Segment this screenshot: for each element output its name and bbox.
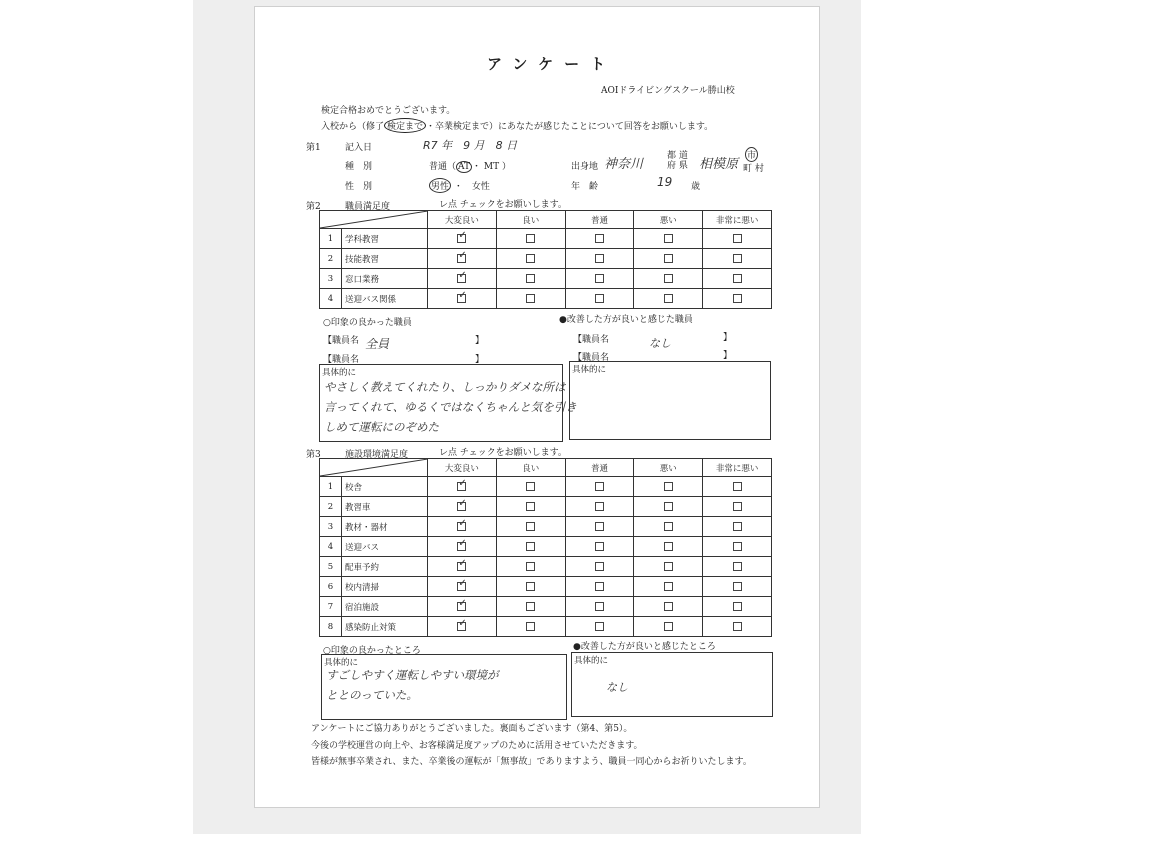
rating-checkbox[interactable] — [595, 502, 604, 511]
rating-checkbox[interactable] — [457, 477, 467, 491]
table-row — [320, 577, 772, 597]
row-label: 宿泊施設 — [342, 597, 428, 617]
rating-cell — [496, 577, 565, 597]
rating-checkbox[interactable] — [733, 234, 742, 243]
origin-city: 相模原 — [699, 157, 739, 172]
row-number: 4 — [320, 289, 342, 309]
good-staff-comment: やさしく教えてくれたり、しっかりダメな所は 言ってくれて、ゆるくではなくちゃんと気を引き しめて運転にのぞめた — [324, 380, 577, 434]
footer-line-2: 今後の学校運営の向上や、お客様満足度アップのために活用させていただきます。 — [311, 741, 643, 751]
row-number: 6 — [320, 577, 342, 597]
table-row — [320, 289, 772, 309]
rating-cell — [496, 289, 565, 309]
rating-cell — [634, 577, 703, 597]
good-facility-comment: すごしやすく運転しやすい環境が ととのっていた。 — [326, 668, 499, 702]
rating-checkbox[interactable] — [526, 582, 535, 591]
rating-checkbox[interactable] — [457, 269, 467, 283]
city-suffix: 町 村 — [743, 164, 764, 174]
check-mark-icon: ✓ — [458, 249, 467, 261]
row-label: 教材・器材 — [342, 517, 428, 537]
specific-label: 具体的に — [324, 658, 359, 668]
circled-at: AT — [458, 162, 471, 172]
improve-facility-comment-box — [571, 652, 773, 717]
rating-cell — [634, 597, 703, 617]
prefecture-suffix: 都 道 府 県 — [667, 151, 688, 171]
rating-checkbox[interactable] — [664, 294, 673, 303]
section2-label: 第2 — [306, 202, 321, 212]
rating-cell — [496, 597, 565, 617]
rating-cell — [496, 537, 565, 557]
rating-cell — [703, 289, 772, 309]
rating-cell — [703, 497, 772, 517]
rating-checkbox[interactable] — [457, 577, 467, 591]
rating-cell — [634, 269, 703, 289]
rating-checkbox[interactable] — [595, 602, 604, 611]
gender-value: 男性 ・ 女性 — [429, 178, 490, 193]
column-header: 悪い — [634, 211, 703, 229]
footer-line-3: 皆様が無事卒業され、また、卒業後の運転が「無事故」でありますよう、職員一同心からお祈りいたします。 — [311, 757, 752, 767]
rating-checkbox[interactable] — [664, 234, 673, 243]
good-facility-comment-box — [321, 654, 567, 720]
rating-cell — [428, 597, 497, 617]
rating-cell — [634, 229, 703, 249]
section1-label: 第1 — [306, 143, 321, 153]
check-mark-icon: ✓ — [458, 577, 467, 589]
rating-cell — [703, 249, 772, 269]
table-row — [320, 517, 772, 537]
rating-cell — [565, 537, 634, 557]
rating-checkbox[interactable] — [664, 254, 673, 263]
improve-facility-comment: なし — [606, 681, 628, 694]
rating-cell — [634, 557, 703, 577]
origin-label: 出身地 — [571, 162, 599, 172]
rating-cell — [565, 289, 634, 309]
rating-checkbox[interactable] — [526, 234, 535, 243]
specific-label: 具体的に — [574, 656, 609, 666]
good-staff-comment-box — [319, 364, 577, 442]
row-label: 送迎バス — [342, 537, 428, 557]
rating-checkbox[interactable] — [595, 294, 604, 303]
row-number: 1 — [320, 477, 342, 497]
rating-checkbox[interactable] — [733, 582, 742, 591]
table-row — [320, 537, 772, 557]
rating-checkbox[interactable] — [595, 542, 604, 551]
row-label: 窓口業務 — [342, 269, 428, 289]
column-header: 良い — [496, 211, 565, 229]
city-suffix-circled: 市 — [745, 147, 758, 162]
rating-cell — [428, 577, 497, 597]
rating-checkbox[interactable] — [457, 557, 467, 571]
intro-line-2: 入校から（修了 検定まで ・卒業検定まで）にあなたが感じたことについて回答をお願いします。 — [321, 118, 713, 133]
rating-cell — [428, 477, 497, 497]
table-row — [320, 497, 772, 517]
rating-cell — [496, 249, 565, 269]
rating-checkbox[interactable] — [733, 294, 742, 303]
rating-checkbox[interactable] — [595, 274, 604, 283]
rating-checkbox[interactable] — [457, 517, 467, 531]
row-label: 感染防止対策 — [342, 617, 428, 637]
rating-cell — [496, 477, 565, 497]
row-number: 3 — [320, 517, 342, 537]
intro-line-1: 検定合格おめでとうございます。 — [321, 106, 456, 116]
section3-name: 施設環境満足度 — [345, 450, 409, 460]
rating-cell — [634, 289, 703, 309]
rating-cell — [703, 577, 772, 597]
row-number: 4 — [320, 537, 342, 557]
rating-cell — [703, 477, 772, 497]
date-label: 記入日 — [345, 143, 373, 153]
row-label: 送迎バス関係 — [342, 289, 428, 309]
rating-cell — [565, 517, 634, 537]
row-number: 7 — [320, 597, 342, 617]
table-row — [320, 617, 772, 637]
rating-checkbox[interactable] — [733, 562, 742, 571]
rating-cell — [703, 269, 772, 289]
check-mark-icon: ✓ — [458, 477, 467, 489]
rating-checkbox[interactable] — [526, 502, 535, 511]
gender-label: 性 別 — [345, 182, 373, 192]
circled-male: 男性 — [429, 178, 451, 193]
age-unit: 歳 — [691, 182, 701, 192]
rating-checkbox[interactable] — [526, 254, 535, 263]
rating-checkbox[interactable] — [664, 522, 673, 531]
rating-checkbox[interactable] — [595, 522, 604, 531]
rating-cell — [496, 517, 565, 537]
rating-checkbox[interactable] — [733, 602, 742, 611]
section2-name: 職員満足度 — [345, 202, 391, 212]
rating-cell — [565, 229, 634, 249]
rating-checkbox[interactable] — [457, 537, 467, 551]
row-number: 2 — [320, 249, 342, 269]
row-label: 校舎 — [342, 477, 428, 497]
table-row — [320, 597, 772, 617]
good-staff-2-close: 】 — [475, 355, 485, 365]
check-mark-icon: ✓ — [458, 517, 467, 529]
table-row — [320, 249, 772, 269]
rating-checkbox[interactable] — [457, 249, 467, 263]
rating-checkbox[interactable] — [664, 482, 673, 491]
row-number: 5 — [320, 557, 342, 577]
rating-checkbox[interactable] — [733, 502, 742, 511]
rating-cell — [565, 497, 634, 517]
rating-cell — [703, 597, 772, 617]
row-number: 1 — [320, 229, 342, 249]
row-label: 学科教習 — [342, 229, 428, 249]
row-number: 8 — [320, 617, 342, 637]
column-header: 大変良い — [428, 211, 497, 229]
rating-checkbox[interactable] — [595, 234, 604, 243]
check-mark-icon: ✓ — [458, 229, 467, 241]
table-row — [320, 229, 772, 249]
row-label: 配車予約 — [342, 557, 428, 577]
good-staff-1-value: 全員 — [365, 337, 390, 351]
staff-satisfaction-table — [319, 210, 772, 309]
rating-checkbox[interactable] — [733, 542, 742, 551]
rating-cell — [496, 269, 565, 289]
check-mark-icon: ✓ — [458, 537, 467, 549]
rating-cell — [634, 517, 703, 537]
rating-cell — [565, 477, 634, 497]
survey-title: アンケート — [487, 55, 617, 73]
column-header: 普通 — [565, 459, 634, 477]
rating-cell — [634, 249, 703, 269]
rating-cell — [428, 249, 497, 269]
good-staff-2: 【職員名 — [323, 355, 360, 365]
rating-checkbox[interactable] — [526, 482, 535, 491]
rating-checkbox[interactable] — [457, 229, 467, 243]
improve-staff-1-value: なし — [649, 337, 671, 350]
rating-checkbox[interactable] — [595, 622, 604, 631]
rating-checkbox[interactable] — [733, 522, 742, 531]
rating-checkbox[interactable] — [526, 622, 535, 631]
rating-cell — [496, 229, 565, 249]
rating-checkbox[interactable] — [526, 274, 535, 283]
table-row — [320, 557, 772, 577]
rating-checkbox[interactable] — [457, 597, 467, 611]
specific-label: 具体的に — [572, 365, 607, 375]
header-corner — [320, 211, 428, 229]
rating-cell — [703, 517, 772, 537]
row-number: 3 — [320, 269, 342, 289]
rating-cell — [634, 617, 703, 637]
column-header: 悪い — [634, 459, 703, 477]
rating-cell — [703, 229, 772, 249]
check-mark-icon: ✓ — [458, 557, 467, 569]
rating-cell — [634, 537, 703, 557]
good-staff-heading: ○印象の良かった職員 — [323, 318, 412, 328]
good-staff-1-close: 】 — [475, 336, 485, 346]
rating-checkbox[interactable] — [526, 294, 535, 303]
rating-cell — [634, 497, 703, 517]
rating-checkbox[interactable] — [664, 502, 673, 511]
rating-checkbox[interactable] — [595, 482, 604, 491]
row-label: 技能教習 — [342, 249, 428, 269]
column-header: 非常に悪い — [703, 459, 772, 477]
rating-checkbox[interactable] — [664, 602, 673, 611]
rating-checkbox[interactable] — [526, 522, 535, 531]
rating-cell — [565, 557, 634, 577]
table-row — [320, 269, 772, 289]
rating-cell — [428, 497, 497, 517]
improve-staff-2: 【職員名 — [573, 353, 610, 363]
good-staff-1: 【職員名 — [323, 336, 360, 346]
specific-label: 具体的に — [322, 368, 357, 378]
rating-checkbox[interactable] — [664, 274, 673, 283]
column-header: 良い — [496, 459, 565, 477]
table-header-row — [320, 211, 772, 229]
rating-checkbox[interactable] — [664, 542, 673, 551]
rating-cell — [428, 229, 497, 249]
rating-checkbox[interactable] — [733, 254, 742, 263]
rating-cell — [565, 577, 634, 597]
row-label: 校内清掃 — [342, 577, 428, 597]
row-number: 2 — [320, 497, 342, 517]
rating-checkbox[interactable] — [526, 602, 535, 611]
rating-checkbox[interactable] — [595, 562, 604, 571]
rating-cell — [496, 617, 565, 637]
rating-checkbox[interactable] — [733, 482, 742, 491]
rating-cell — [428, 617, 497, 637]
rating-checkbox[interactable] — [664, 622, 673, 631]
survey-sheet — [254, 6, 820, 808]
rating-checkbox[interactable] — [457, 497, 467, 511]
column-header: 非常に悪い — [703, 211, 772, 229]
rating-cell — [565, 249, 634, 269]
check-mark-icon: ✓ — [458, 269, 467, 281]
section3-check-note: レ点 チェックをお願いします。 — [439, 448, 567, 458]
column-header: 普通 — [565, 211, 634, 229]
row-label: 教習車 — [342, 497, 428, 517]
good-facility-heading: ○印象の良かったところ — [323, 646, 421, 656]
type-label: 種 別 — [345, 162, 373, 172]
date-value: R7 年 9 月 8 日 — [423, 139, 518, 152]
rating-cell — [565, 597, 634, 617]
section3-label: 第3 — [306, 450, 321, 460]
rating-checkbox[interactable] — [526, 542, 535, 551]
rating-checkbox[interactable] — [664, 562, 673, 571]
rating-checkbox[interactable] — [664, 582, 673, 591]
table-row — [320, 477, 772, 497]
section2-check-note: レ点 チェックをお願いします。 — [439, 200, 567, 210]
table-header-row — [320, 459, 772, 477]
school-name: AOIドライビングスクール勝山校 — [601, 86, 735, 96]
improve-facility-heading: ●改善した方が良いと感じたところ — [573, 642, 716, 652]
improve-staff-heading: ●改善した方が良いと感じた職員 — [559, 315, 693, 325]
rating-checkbox[interactable] — [733, 622, 742, 631]
facility-satisfaction-table — [319, 458, 772, 637]
improve-staff-comment-box — [569, 361, 771, 440]
rating-cell — [428, 537, 497, 557]
rating-cell — [703, 557, 772, 577]
rating-checkbox[interactable] — [457, 617, 467, 631]
footer-line-1: アンケートにご協力ありがとうございました。裏面もございます（第4、第5）。 — [311, 724, 633, 734]
rating-checkbox[interactable] — [526, 562, 535, 571]
improve-staff-1: 【職員名 — [573, 335, 610, 345]
rating-cell — [496, 557, 565, 577]
rating-checkbox[interactable] — [595, 254, 604, 263]
rating-cell — [634, 477, 703, 497]
rating-cell — [703, 617, 772, 637]
header-corner — [320, 459, 428, 477]
rating-cell — [703, 537, 772, 557]
rating-cell — [428, 557, 497, 577]
rating-cell — [428, 289, 497, 309]
age-value: 19 — [657, 175, 673, 189]
check-mark-icon: ✓ — [458, 617, 467, 629]
rating-cell — [565, 617, 634, 637]
rating-cell — [496, 497, 565, 517]
origin-prefecture: 神奈川 — [604, 157, 644, 172]
age-label: 年 齢 — [571, 182, 599, 192]
rating-checkbox[interactable] — [733, 274, 742, 283]
improve-staff-1-close: 】 — [723, 333, 733, 343]
type-value: 普通（ AT ・ MT ） — [429, 162, 511, 172]
rating-checkbox[interactable] — [457, 289, 467, 303]
rating-cell — [428, 517, 497, 537]
improve-staff-2-close: 】 — [723, 351, 733, 361]
rating-cell — [428, 269, 497, 289]
check-mark-icon: ✓ — [458, 597, 467, 609]
rating-cell — [565, 269, 634, 289]
rating-checkbox[interactable] — [595, 582, 604, 591]
circled-option: 検定まで — [384, 118, 426, 133]
check-mark-icon: ✓ — [458, 497, 467, 509]
check-mark-icon: ✓ — [458, 289, 467, 301]
column-header: 大変良い — [428, 459, 497, 477]
